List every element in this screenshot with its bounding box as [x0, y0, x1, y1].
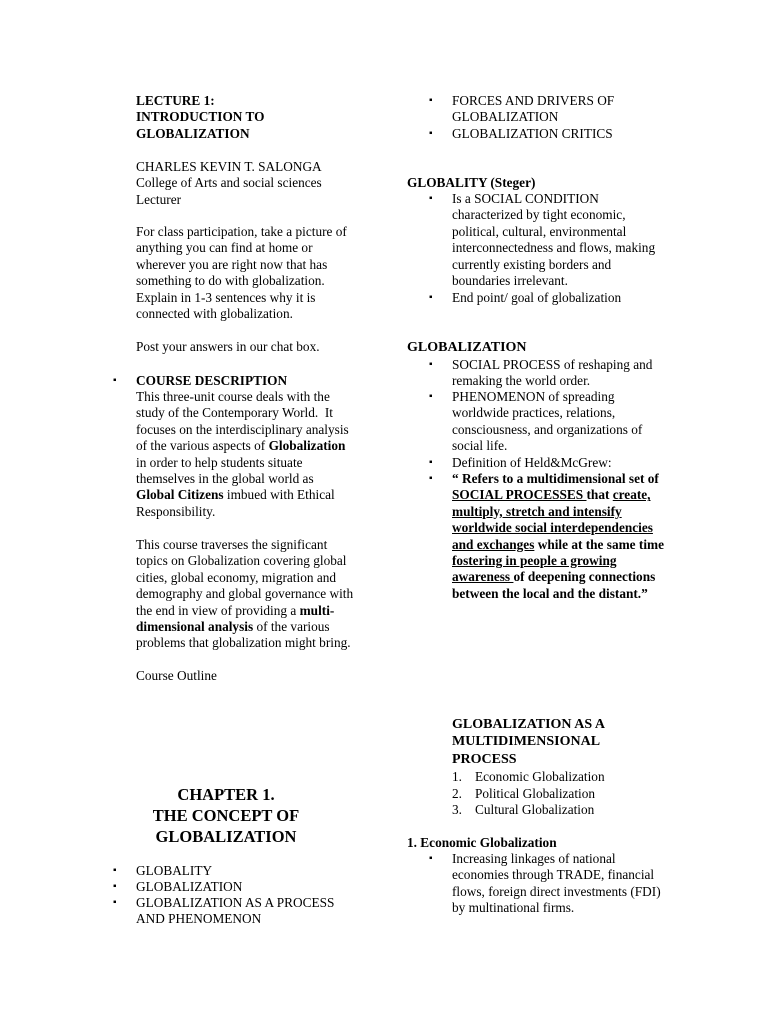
topic-item: GLOBALIZATION CRITICS — [452, 126, 613, 141]
chapter-item: GLOBALIZATION — [136, 879, 243, 894]
chapter-item: GLOBALITY — [136, 863, 213, 878]
quote-line: “ Refers to a multidimensional set of — [452, 471, 659, 486]
course-outline-label: Course Outline — [136, 668, 217, 683]
text-run: of the various aspects of — [136, 438, 269, 454]
globality-heading: GLOBALITY (Steger) — [407, 175, 536, 190]
paragraph-line: problems that globalization might bring. — [136, 635, 351, 651]
author-role: Lecturer — [136, 191, 182, 207]
paragraph-line: Explain in 1-3 sentences why it is — [136, 289, 316, 305]
held-mcgrew-quote — [452, 471, 664, 602]
dimension-item: Cultural Globalization — [475, 802, 595, 817]
quote-line — [452, 537, 664, 553]
heading-line: MULTIDIMENSIONAL — [452, 734, 601, 750]
paragraph-line — [136, 603, 353, 619]
paragraph-line: themselves in the global world as — [136, 471, 314, 487]
course-description-paragraph — [136, 389, 349, 520]
text-run: imbued with Ethical — [223, 487, 335, 503]
bullet-icon: ▪ — [429, 391, 433, 402]
paragraph-line: connected with globalization. — [136, 306, 293, 322]
lecture-title-line: GLOBALIZATION — [136, 125, 250, 141]
bold-term-globalization: Globalization — [268, 438, 346, 454]
bold-term: dimensional analysis — [136, 619, 254, 635]
underlined-term: create, — [612, 487, 651, 503]
bullet-icon: ▪ — [429, 128, 433, 139]
text-run: of deepening connections — [513, 569, 656, 585]
quote-line — [452, 569, 664, 585]
economic-item: Increasing linkages of national economies through TRADE, financial flows, foreign direct investments (FDI) by multinational firms. — [452, 851, 661, 916]
globalization-item: PHENOMENON of spreading worldwide practices, relations, consciousness, and organizations of social life. — [452, 389, 643, 454]
paragraph-line: cities, global economy, migration and — [136, 569, 337, 585]
chapter-number: CHAPTER 1. — [177, 785, 275, 804]
quote-line: fostering in people a growing — [452, 553, 617, 569]
paragraph-line: topics on Globalization covering global — [136, 553, 347, 569]
heading-line: PROCESS — [452, 751, 517, 767]
bullet-icon: ▪ — [113, 375, 117, 386]
bullet-icon: ▪ — [113, 881, 117, 892]
bullet-icon: ▪ — [429, 95, 433, 106]
paragraph-line: in order to help students situate — [136, 454, 303, 470]
paragraph-line: anything you can find at home or — [136, 240, 313, 256]
globalization-item: SOCIAL PROCESS of reshaping and remaking the world order. — [452, 357, 653, 389]
post-instruction: Post your answers in our chat box. — [136, 339, 320, 354]
paragraph-line — [136, 487, 349, 503]
dimension-item: Economic Globalization — [475, 769, 605, 784]
bullet-icon: ▪ — [429, 457, 433, 468]
chapter-title-line: THE CONCEPT OF — [152, 806, 300, 825]
underlined-term: awareness — [452, 569, 514, 585]
quote-line: worldwide social interdependencies — [452, 520, 653, 536]
author-name: CHARLES KEVIN T. SALONGA — [136, 159, 322, 174]
paragraph-line: This three-unit course deals with the — [136, 389, 330, 404]
course-description-heading: COURSE DESCRIPTION — [136, 373, 288, 388]
participation-paragraph — [136, 224, 347, 322]
paragraph-line: This course traverses the significant — [136, 537, 328, 552]
topic-item: FORCES AND DRIVERS OF GLOBALIZATION — [452, 93, 615, 125]
globality-item: End point/ goal of globalization — [452, 290, 622, 305]
text-run: of the various — [253, 619, 330, 635]
dimension-item: Political Globalization — [475, 786, 596, 801]
paragraph-line — [136, 438, 349, 454]
chapter-title-line: GLOBALIZATION — [155, 827, 297, 846]
quote-line — [452, 487, 664, 503]
author-college: College of Arts and social sciences — [136, 175, 322, 191]
author-block — [136, 159, 322, 208]
underlined-term: and exchanges — [452, 536, 535, 552]
underlined-term: SOCIAL PROCESSES — [452, 487, 587, 503]
economic-globalization-heading: 1. Economic Globalization — [407, 835, 557, 850]
paragraph-line: Responsibility. — [136, 503, 216, 519]
bullet-icon: ▪ — [429, 473, 433, 484]
text-run: the end in view of providing a — [136, 602, 300, 618]
bold-term: multi- — [299, 602, 335, 618]
lecture-title — [136, 93, 264, 142]
list-number: 3. — [452, 802, 462, 817]
paragraph-line — [136, 619, 353, 635]
paragraph-line: For class participation, take a picture of — [136, 224, 347, 239]
bullet-icon: ▪ — [113, 897, 117, 908]
paragraph-line: wherever you are right now that has — [136, 256, 328, 272]
lecture-title-line: INTRODUCTION TO — [136, 109, 265, 125]
bullet-icon: ▪ — [113, 865, 117, 876]
quote-line: multiply, stretch and intensify — [452, 503, 622, 519]
multidimensional-heading — [452, 716, 605, 768]
lecture-title-line: LECTURE 1: — [136, 93, 215, 108]
paragraph-line: focuses on the interdisciplinary analysis — [136, 421, 349, 437]
bullet-icon: ▪ — [429, 292, 433, 303]
bullet-icon: ▪ — [429, 193, 433, 204]
paragraph-line: study of the Contemporary World. It — [136, 405, 333, 421]
globalization-heading: GLOBALIZATION — [407, 340, 527, 355]
bold-term-global-citizens: Global Citizens — [136, 487, 224, 503]
chapter-heading — [120, 784, 332, 847]
list-number: 2. — [452, 786, 462, 801]
chapter-item: GLOBALIZATION AS A PROCESS AND PHENOMENON — [136, 895, 335, 927]
course-traverse-paragraph — [136, 537, 353, 652]
heading-line: GLOBALIZATION AS A — [452, 717, 606, 732]
quote-line: between the local and the distant.” — [452, 585, 648, 601]
globality-item: Is a SOCIAL CONDITION characterized by tight economic, political, cultural, environmental interconnectedness and flows, making currently existing borders and boundaries irrelevant. — [452, 191, 656, 289]
text-run: that — [586, 487, 613, 503]
globalization-item: Definition of Held&McGrew: — [452, 455, 612, 470]
bullet-icon: ▪ — [429, 359, 433, 370]
paragraph-line: demography and global governance with — [136, 586, 354, 602]
list-number: 1. — [452, 769, 462, 784]
bullet-icon: ▪ — [429, 853, 433, 864]
text-run: while at the same time — [534, 536, 665, 552]
paragraph-line: something to do with globalization. — [136, 273, 325, 289]
